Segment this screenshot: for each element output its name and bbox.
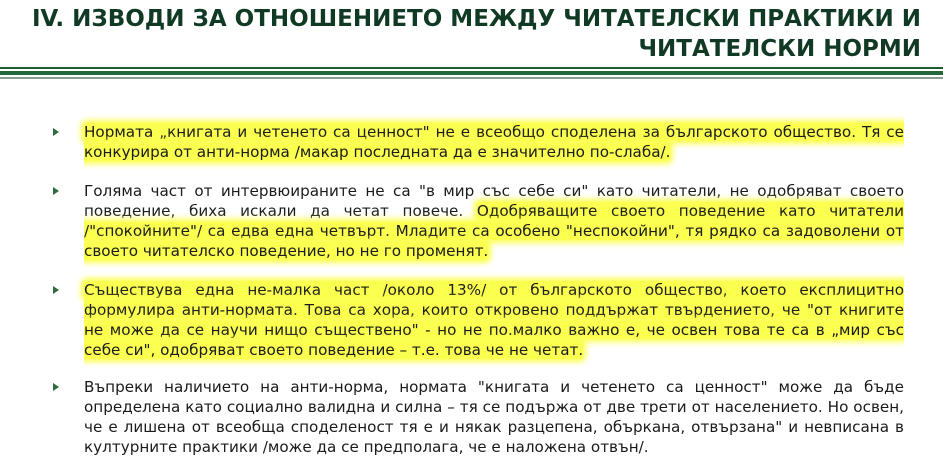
bullet-item-4 [84,377,904,457]
highlighted-text: Съществува една не-малка част /около 13%/ от българското общество, което експлицитно формулира анти-нормата. Това са хора, които откровено поддържат твърдението, че "от книгите не може да се научи нищо съществено" - но не по.малко важно е, че освен това те са в „мир със себе си", одобряват своето поведение – т.е. това че не четат. [84,281,904,359]
bullet-triangle-icon [53,383,59,391]
highlighted-text: Нормата „книгата и четенето са ценност" не е всеобщо споделена за българското общество. Тя се конкурира от анти-норма /макар последната да е значително по-слаба/. [84,123,904,161]
bullet-triangle-icon [53,187,59,195]
heading-line-1: IV. ИЗВОДИ ЗА ОТНОШЕНИЕТО МЕЖДУ ЧИТАТЕЛСКИ ПРАКТИКИ И [31,6,921,32]
bullet-item-3 [84,280,904,360]
highlighted-text: Одобряващите своето поведение като читатели /"спокойните"/ са едва една четвърт. Младите са особено "неспокойни", тя рядко са задоволени от своето читателско поведение, но не го променят. [84,202,904,260]
bullet-triangle-icon [53,286,59,294]
bullet-triangle-icon [53,128,59,136]
bullet-item-1 [84,122,904,162]
bullet-item-2 [84,181,904,261]
plain-text: Голяма част от интервюираните не са "в мир със себе си" като читатели, не одобряват своето поведение, биха искали да четат повече. [84,182,904,220]
plain-text: Въпреки наличието на анти-норма, нормата "книгата и четенето са ценност" може да бъде определена като социално валидна и силна – тя се подържа от две трети от населението. Но освен, че е лишена от всеобща споделеност тя е и някак разцепена, объркана, отвързана" и невписана в културните практики /може да се предполага, че е наложена отвън/. [84,378,904,456]
heading-line-2: ЧИТАТЕЛСКИ НОРМИ [638,36,921,62]
